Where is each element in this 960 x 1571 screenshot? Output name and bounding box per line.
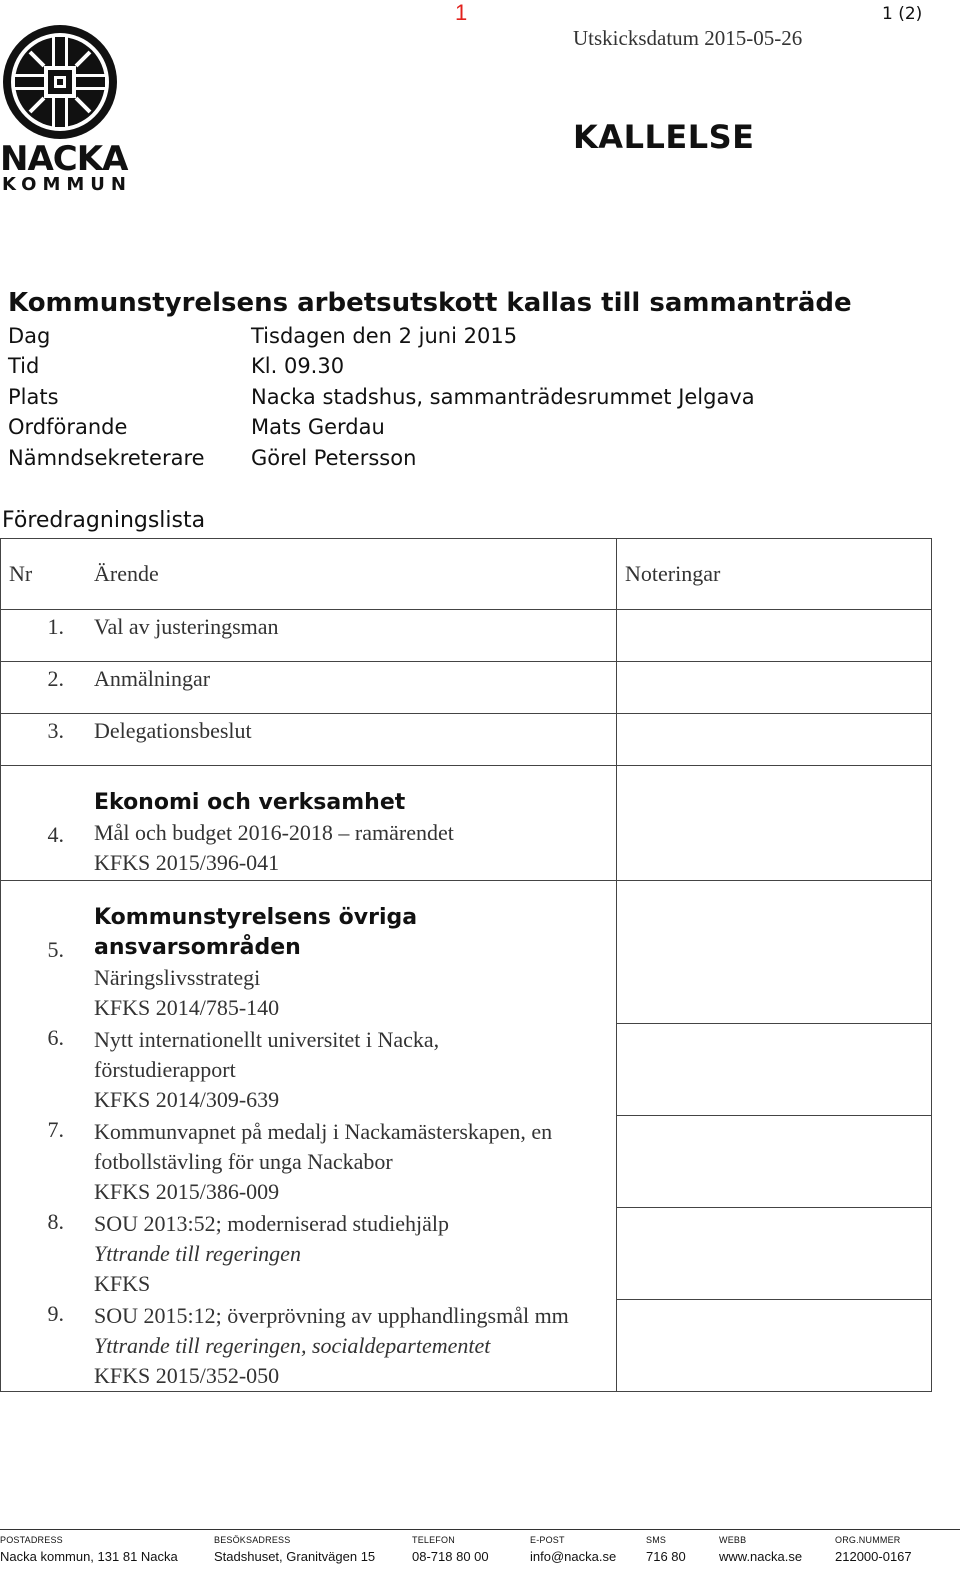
footer-label: BESÖKSADRESS <box>214 1535 291 1545</box>
info-label: Ordförande <box>8 415 128 439</box>
item-number: 9. <box>47 1301 64 1326</box>
footer-label: ORG.NUMMER <box>835 1535 901 1545</box>
table-row <box>1 766 932 881</box>
footer-divider <box>0 1529 960 1530</box>
footer-value: 212000-0167 <box>835 1549 912 1564</box>
case-number: KFKS 2015/386-009 <box>94 1179 280 1204</box>
column-header-item: Ärende <box>86 539 617 610</box>
meeting-heading: Kommunstyrelsens arbetsutskott kallas till sammanträde <box>8 288 852 318</box>
column-header-notes: Noteringar <box>617 539 932 610</box>
section-heading: Ekonomi och verksamhet <box>94 790 406 815</box>
send-date: Utskicksdatum 2015-05-26 <box>573 26 803 50</box>
nacka-emblem-icon <box>0 22 120 142</box>
table-row <box>1 610 932 662</box>
table-row <box>1 1115 932 1207</box>
footer-visit <box>214 1535 375 1564</box>
footer-email <box>530 1535 616 1564</box>
notes-cell <box>617 766 932 881</box>
table-row <box>1 662 932 714</box>
info-label: Dag <box>8 324 51 348</box>
info-value: Nacka stadshus, sammanträdesrummet Jelgava <box>251 385 755 409</box>
item-number: 1. <box>47 614 64 639</box>
footer-orgnr <box>835 1535 912 1564</box>
item-text: Näringslivsstrategi <box>94 965 261 990</box>
footer-value: info@nacka.se <box>530 1549 617 1564</box>
notes-cell <box>617 1299 932 1392</box>
table-row <box>1 1023 932 1115</box>
item-number: 4. <box>47 822 64 847</box>
item-subtext: Yttrande till regeringen <box>94 1241 301 1266</box>
item-text: Kommunvapnet på medalj i Nackamästerskapen, en <box>94 1119 553 1144</box>
footer-label: SMS <box>646 1535 667 1545</box>
info-row-secretary <box>8 446 768 476</box>
info-value: Kl. 09.30 <box>251 354 345 378</box>
table-row <box>1 881 932 1024</box>
item-number: 3. <box>47 718 64 743</box>
footer-value: Stadshuset, Granitvägen 15 <box>214 1549 376 1564</box>
logo-name: NACKA <box>0 139 128 179</box>
case-number: KFKS 2014/785-140 <box>94 995 280 1020</box>
item-number: 6. <box>47 1025 64 1050</box>
footer-value: 716 80 <box>646 1549 686 1564</box>
notes-cell <box>617 662 932 714</box>
item-number: 8. <box>47 1209 64 1234</box>
item-text: förstudierapport <box>94 1057 236 1082</box>
footer-label: E-POST <box>530 1535 565 1545</box>
agenda-table <box>0 538 932 1392</box>
table-row <box>1 1207 932 1299</box>
page-number-red: 1 <box>455 0 468 25</box>
info-value: Tisdagen den 2 juni 2015 <box>251 324 518 348</box>
item-text: Delegationsbeslut <box>94 718 252 743</box>
info-row-place <box>8 385 768 415</box>
item-text: Nytt internationellt universitet i Nacka, <box>94 1027 440 1052</box>
info-label: Plats <box>8 385 59 409</box>
item-number: 5. <box>47 937 64 962</box>
footer-label: TELEFON <box>412 1535 455 1545</box>
footer-value: 08-718 80 00 <box>412 1549 489 1564</box>
footer-sms <box>646 1535 686 1564</box>
logo-sub: KOMMUN <box>2 174 132 195</box>
case-number: KFKS <box>94 1271 151 1296</box>
case-number: KFKS 2015/396-041 <box>94 850 280 875</box>
footer-label: POSTADRESS <box>0 1535 63 1545</box>
notes-cell <box>617 610 932 662</box>
item-text: Val av justeringsman <box>94 614 279 639</box>
notes-cell <box>617 1023 932 1115</box>
agenda-title: Föredragningslista <box>2 508 206 533</box>
info-row-chair <box>8 415 768 445</box>
notes-cell <box>617 714 932 766</box>
info-label: Tid <box>8 354 40 378</box>
table-header-row <box>1 539 932 610</box>
document-title: KALLELSE <box>573 118 755 156</box>
info-row-time <box>8 354 768 384</box>
table-row <box>1 714 932 766</box>
item-number: 2. <box>47 666 64 691</box>
section-heading: Kommunstyrelsens övriga ansvarsområden <box>94 905 418 960</box>
footer-label: WEBB <box>719 1535 747 1545</box>
info-label: Nämndsekreterare <box>8 446 205 470</box>
item-text: Anmälningar <box>94 666 211 691</box>
notes-cell <box>617 1115 932 1207</box>
footer-web <box>719 1535 802 1564</box>
page-indicator: 1 (2) <box>882 4 923 24</box>
info-value: Mats Gerdau <box>251 415 385 439</box>
footer-postal <box>0 1535 178 1564</box>
column-header-nr: Nr <box>1 539 87 610</box>
nacka-kommun-logo <box>0 22 132 197</box>
item-text: SOU 2013:52; moderniserad studiehjälp <box>94 1211 450 1236</box>
item-text: Mål och budget 2016-2018 – ramärendet <box>94 820 454 845</box>
footer-phone <box>412 1535 489 1564</box>
item-text: SOU 2015:12; överprövning av upphandlingsmål mm <box>94 1303 569 1328</box>
case-number: KFKS 2015/352-050 <box>94 1363 280 1388</box>
footer-value: Nacka kommun, 131 81 Nacka <box>0 1549 178 1564</box>
notes-cell <box>617 1207 932 1299</box>
notes-cell <box>617 881 932 1024</box>
info-row-day <box>8 324 768 354</box>
footer-value: www.nacka.se <box>719 1549 803 1564</box>
item-subtext: Yttrande till regeringen, socialdepartementet <box>94 1333 491 1358</box>
item-text: fotbollstävling för unga Nackabor <box>94 1149 393 1174</box>
info-value: Görel Petersson <box>251 446 417 470</box>
case-number: KFKS 2014/309-639 <box>94 1087 280 1112</box>
table-row <box>1 1299 932 1392</box>
item-number: 7. <box>47 1117 64 1142</box>
